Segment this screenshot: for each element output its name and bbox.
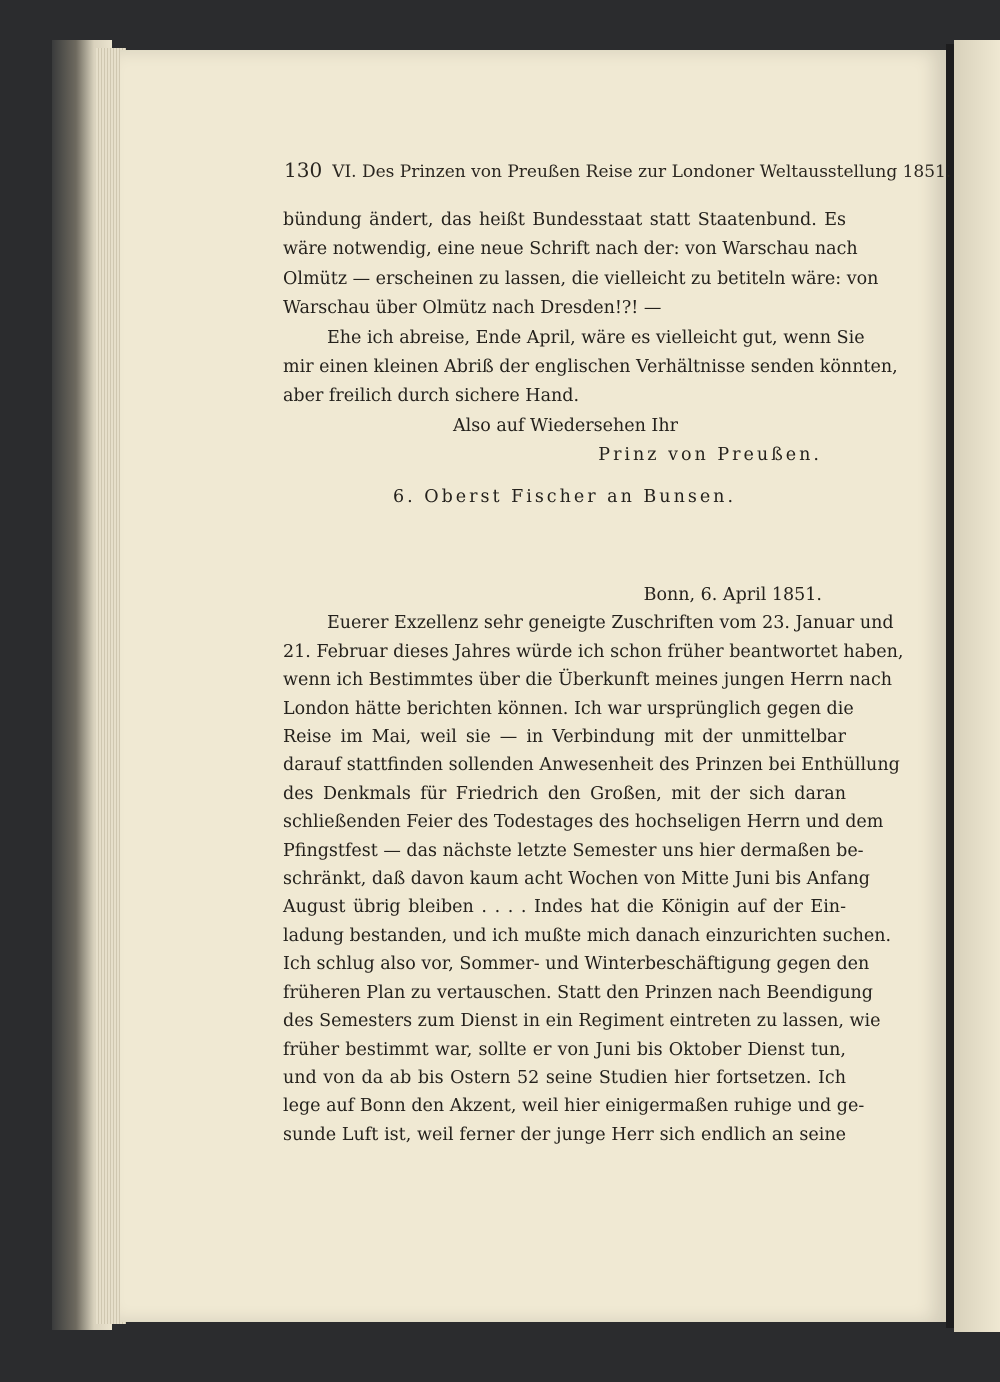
text-line: lege auf Bonn den Akzent, weil hier einigermaßen ruhige und ge-: [283, 1096, 865, 1117]
text-line: Euerer Exzellenz sehr geneigte Zuschriften vom 23. Januar und: [327, 613, 894, 634]
text-line: Olmütz — erscheinen zu lassen, die vielleicht zu betiteln wäre: von: [283, 268, 879, 289]
text-line: schließenden Feier des Todestages des hochseligen Herrn und dem: [283, 812, 884, 833]
signature: Prinz von Preußen.: [598, 445, 822, 466]
letter-heading: 6. Oberst Fischer an Bunsen.: [392, 486, 737, 507]
text-line: des Semesters zum Dienst in ein Regiment eintreten zu lassen, wie: [283, 1011, 881, 1032]
text-line: August übrig bleiben . . . . Indes hat die Königin auf der Ein-: [283, 897, 846, 918]
letter-body: [283, 581, 904, 1149]
text-line: aber freilich durch sichere Hand.: [283, 386, 580, 407]
page-number: 130: [284, 158, 323, 182]
text-line: ladung bestanden, und ich mußte mich danach einzurichten suchen.: [283, 925, 892, 946]
text-line: wenn ich Bestimmtes über die Überkunft meines jungen Herrn nach: [283, 670, 893, 691]
text-line: mir einen kleinen Abriß der englischen Verhältnisse senden könnten,: [283, 357, 898, 378]
text-line: bündung ändert, das heißt Bundesstaat statt Staatenbund. Es: [283, 210, 846, 230]
text-line: früher bestimmt war, sollte er von Juni bis Oktober Dienst tun,: [283, 1039, 846, 1060]
letter-continuation: [283, 206, 898, 512]
text-line: London hätte berichten können. Ich war ursprünglich gegen die: [283, 698, 854, 719]
running-header: [284, 158, 952, 182]
text-line: darauf stattfinden sollenden Anwesenheit des Prinzen bei Enthüllung: [283, 755, 900, 776]
text-line: des Denkmals für Friedrich den Großen, mit der sich daran: [283, 783, 846, 804]
text-line: Warschau über Olmütz nach Dresden!?! —: [283, 298, 662, 319]
text-line: Pfingstfest — das nächste letzte Semester uns hier dermaßen be-: [283, 840, 864, 861]
book-gutter: [946, 44, 954, 1328]
text-line: und von da ab bis Ostern 52 seine Studien hier fortsetzen. Ich: [283, 1067, 846, 1088]
text-line: schränkt, daß davon kaum acht Wochen von Mitte Juni bis Anfang: [283, 869, 870, 890]
running-title: VI. Des Prinzen von Preußen Reise zur Londoner Weltausstellung 1851.: [332, 162, 952, 182]
text-line: früheren Plan zu vertauschen. Statt den Prinzen nach Beendigung: [283, 982, 873, 1003]
text-line: Ehe ich abreise, Ende April, wäre es vielleicht gut, wenn Sie: [327, 327, 865, 348]
text-line: 21. Februar dieses Jahres würde ich schon früher beantwortet haben,: [283, 641, 904, 662]
text-line: Reise im Mai, weil sie — in Verbindung mit der unmittelbar: [283, 727, 846, 748]
closing-line: Also auf Wiedersehen Ihr: [453, 415, 678, 436]
text-line: Ich schlug also vor, Sommer- und Winterbeschäftigung gegen den: [283, 954, 870, 975]
text-line: wäre notwendig, eine neue Schrift nach der: von Warschau nach: [283, 239, 858, 260]
dateline: Bonn, 6. April 1851.: [643, 585, 822, 605]
facing-page-edge: [954, 40, 1000, 1332]
text-line: sunde Luft ist, weil ferner der junge Herr sich endlich an seine: [283, 1124, 846, 1145]
